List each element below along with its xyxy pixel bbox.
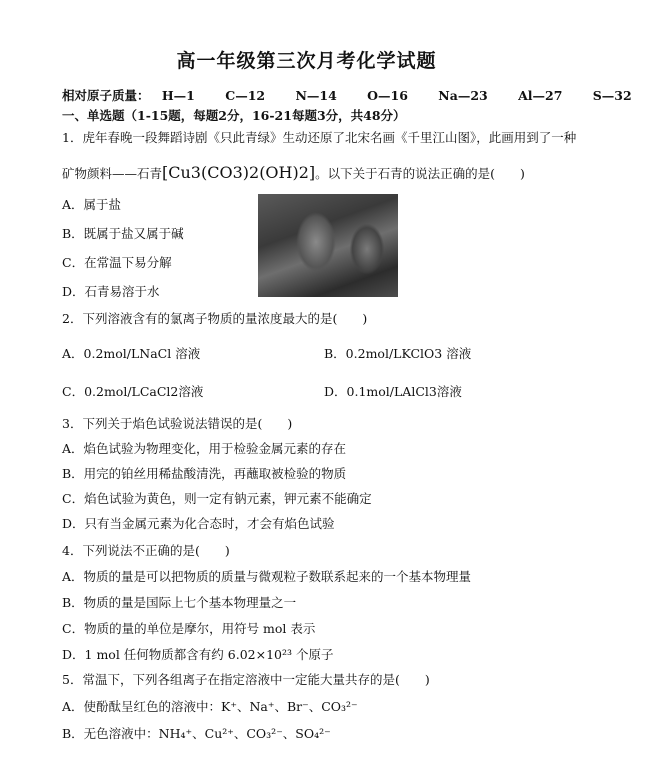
- dance-photo: [258, 194, 398, 297]
- q2-option-c: C．0.2mol/LCaCl2溶液: [62, 384, 204, 399]
- q3-option-c: C．焰色试验为黄色，则一定有钠元素，钾元素不能确定: [62, 491, 372, 506]
- page-title: 高一年级第三次月考化学试题: [176, 50, 437, 72]
- atomic-mass-o: O—16: [367, 88, 408, 103]
- q4-option-a: A．物质的量是可以把物质的质量与微观粒子数联系起来的一个基本物理量: [62, 569, 472, 584]
- atomic-mass-n: N—14: [295, 88, 337, 103]
- q1-option-c: C．在常温下易分解: [62, 255, 172, 270]
- section-heading: 一、单选题（1-15题，每题2分，16-21每题3分，共48分）: [62, 108, 406, 123]
- atomic-masses: [62, 86, 658, 104]
- atomic-mass-c: C—12: [225, 88, 266, 103]
- q1-stem-line2: [62, 163, 525, 182]
- q5-stem: 5．常温下，下列各组离子在指定溶液中一定能大量共存的是( ): [62, 672, 430, 687]
- atomic-mass-h: H—1: [161, 88, 195, 103]
- q1-stem-prefix: 矿物颜料——石青: [62, 166, 163, 181]
- q2-stem: 2．下列溶液含有的氯离子物质的量浓度最大的是( ): [62, 311, 368, 326]
- q2-option-d: D．0.1mol/LAlCl3溶液: [324, 384, 462, 399]
- q1-option-a: A．属于盐: [62, 197, 122, 212]
- q3-option-b: B．用完的铂丝用稀盐酸清洗，再蘸取被检验的物质: [62, 466, 347, 481]
- q1-stem-line1: 1．虎年春晚一段舞蹈诗剧《只此青绿》生动还原了北宋名画《千里江山图》，此画用到了一种: [62, 130, 577, 145]
- q4-option-c: C．物质的量的单位是摩尔，用符号 mol 表示: [62, 621, 316, 636]
- atomic-mass-na: Na—23: [438, 88, 488, 103]
- q1-option-d: D．石青易溶于水: [62, 284, 160, 299]
- q2-option-b: B．0.2mol/LKClO3 溶液: [324, 346, 472, 361]
- q1-option-b: B．既属于盐又属于碱: [62, 226, 184, 241]
- atomic-mass-s: S—32: [592, 88, 632, 103]
- q3-option-d: D．只有当金属元素为化合态时，才会有焰色试验: [62, 516, 335, 531]
- atomic-masses-label: 相对原子质量：: [62, 88, 150, 103]
- q3-option-a: A．焰色试验为物理变化，用于检验金属元素的存在: [62, 441, 347, 456]
- atomic-mass-al: Al—27: [518, 88, 563, 103]
- q1-formula: [162, 163, 315, 182]
- q4-option-b: B．物质的量是国际上七个基本物理量之一: [62, 595, 297, 610]
- q4-stem: 4．下列说法不正确的是( ): [62, 543, 230, 558]
- q5-option-a: A．使酚酞呈红色的溶液中：K⁺、Na⁺、Br⁻、CO₃²⁻: [62, 699, 358, 714]
- q4-option-d: D．1 mol 任何物质都含有约 6.02×10²³ 个原子: [62, 647, 334, 662]
- q3-stem: 3．下列关于焰色试验说法错误的是( ): [62, 416, 293, 431]
- q1-stem-suffix: 。以下关于石青的说法正确的是( ): [315, 166, 525, 181]
- q5-option-b: B．无色溶液中：NH₄⁺、Cu²⁺、CO₃²⁻、SO₄²⁻: [62, 726, 331, 741]
- q1-formula-text: [Cu3(CO3)2(OH)2]: [162, 163, 316, 182]
- q2-option-a: A．0.2mol/LNaCl 溶液: [62, 346, 201, 361]
